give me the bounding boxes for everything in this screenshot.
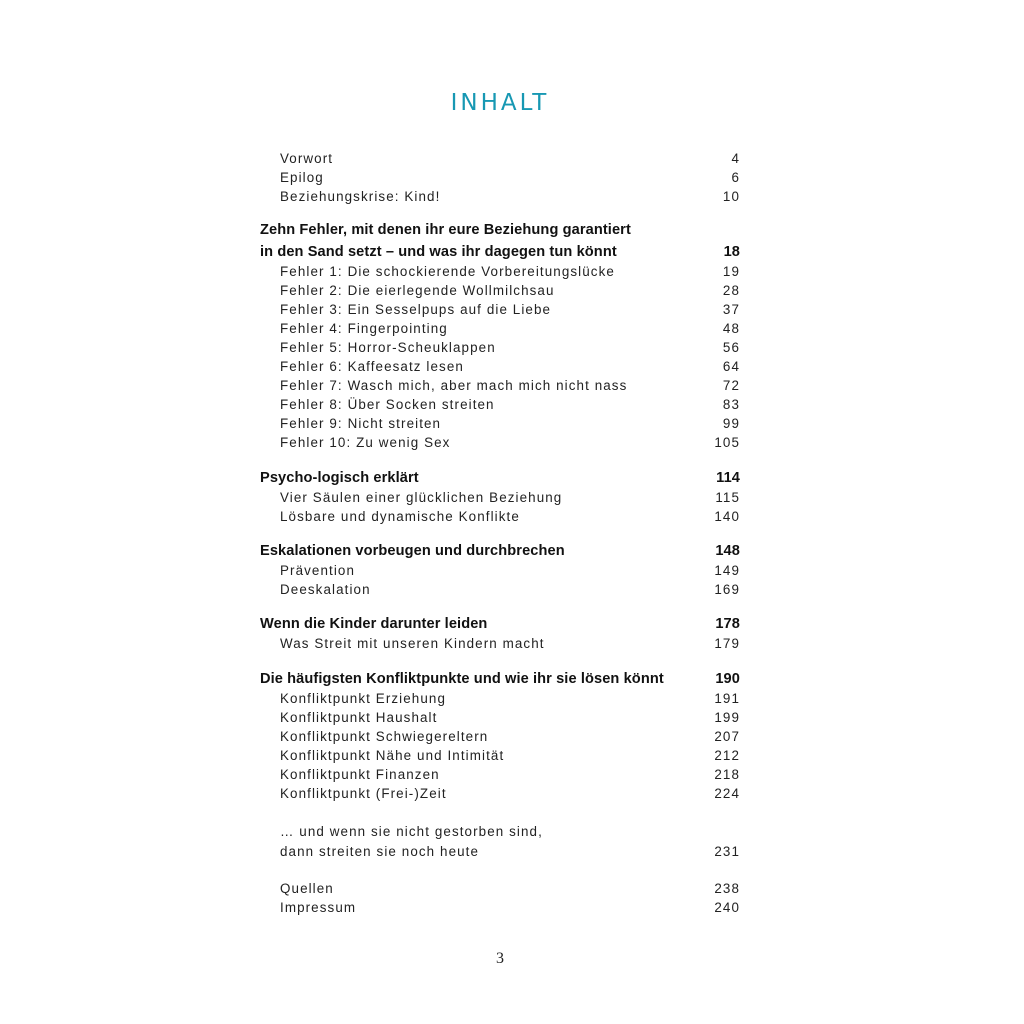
toc-entry-title: Lösbare und dynamische Konflikte xyxy=(280,509,520,524)
toc-entry-epilogue[interactable] xyxy=(260,842,740,861)
toc-entry-beziehungskrise[interactable] xyxy=(260,187,740,206)
toc-entry-title: Beziehungskrise: Kind! xyxy=(280,189,441,204)
toc-entry-page: 191 xyxy=(714,691,740,706)
toc-entry-page: 4 xyxy=(731,151,740,166)
toc-entry[interactable] xyxy=(260,507,740,526)
section-title: Wenn die Kinder darunter leiden xyxy=(260,616,488,632)
toc-entry-page: 207 xyxy=(714,729,740,744)
toc-entry-title: Konfliktpunkt Finanzen xyxy=(280,767,440,782)
toc-entry-title: Fehler 1: Die schockierende Vorbereitungslücke xyxy=(280,264,615,279)
toc-entry[interactable] xyxy=(260,281,740,300)
section-heading-4[interactable] xyxy=(260,613,740,635)
toc-entry-page: 179 xyxy=(714,636,740,651)
toc-entry-title: Fehler 5: Horror-Scheuklappen xyxy=(280,340,496,355)
toc-entry-page: 72 xyxy=(722,378,740,393)
toc-entry-page: 240 xyxy=(714,900,740,915)
toc-entry[interactable] xyxy=(260,357,740,376)
section-heading-3[interactable] xyxy=(260,540,740,562)
toc-entry-page: 105 xyxy=(714,435,740,450)
toc-entry-title: Vier Säulen einer glücklichen Beziehung xyxy=(280,490,563,505)
toc-title: INHALT xyxy=(450,90,550,116)
toc-entry-title: Konfliktpunkt Nähe und Intimität xyxy=(280,748,505,763)
toc-entry[interactable] xyxy=(260,634,740,653)
toc-entry-title: Fehler 3: Ein Sesselpups auf die Liebe xyxy=(280,302,552,317)
toc-entry-page: 212 xyxy=(714,748,740,763)
toc-entry-quellen[interactable] xyxy=(260,879,740,898)
toc-entry-page: 19 xyxy=(722,264,740,279)
page-number: 3 xyxy=(496,950,504,967)
toc-entry[interactable] xyxy=(260,561,740,580)
section-title: Psycho-logisch erklärt xyxy=(260,470,419,486)
toc-entry-title: Fehler 2: Die eierlegende Wollmilchsau xyxy=(280,283,555,298)
toc-entry-page: 56 xyxy=(722,340,740,355)
section-title: Eskalationen vorbeugen und durchbrechen xyxy=(260,543,565,559)
toc-entry[interactable] xyxy=(260,319,740,338)
toc-entry-title: Vorwort xyxy=(280,151,334,166)
toc-entry-page: 6 xyxy=(731,170,740,185)
toc-entry-title: Fehler 10: Zu wenig Sex xyxy=(280,435,451,450)
section-page: 178 xyxy=(715,616,740,632)
section-title: Die häufigsten Konfliktpunkte und wie ihr sie lösen könnt xyxy=(260,671,664,687)
toc-entry-title: Fehler 4: Fingerpointing xyxy=(280,321,448,336)
toc-entry-page: 231 xyxy=(714,844,740,859)
toc-entry-epilogue-line1[interactable] xyxy=(260,822,740,841)
toc-entry-title: Was Streit mit unseren Kindern macht xyxy=(280,636,545,651)
toc-entry[interactable] xyxy=(260,395,740,414)
toc-entry-page: 83 xyxy=(722,397,740,412)
toc-entry-page: 218 xyxy=(714,767,740,782)
toc-entry-page: 169 xyxy=(714,582,740,597)
toc-entry-page: 99 xyxy=(722,416,740,431)
section-heading-1[interactable] xyxy=(260,241,740,263)
toc-entry[interactable] xyxy=(260,765,740,784)
toc-entry-title: Deeskalation xyxy=(280,582,371,597)
section-heading-2[interactable] xyxy=(260,467,740,489)
toc-entry-page: 224 xyxy=(714,786,740,801)
toc-entry-page: 48 xyxy=(722,321,740,336)
section-page: 18 xyxy=(723,244,740,260)
section-heading-5[interactable] xyxy=(260,668,740,690)
toc-entry-title: Konfliktpunkt Erziehung xyxy=(280,691,446,706)
toc-entry-page: 37 xyxy=(722,302,740,317)
toc-entry-title: Fehler 8: Über Socken streiten xyxy=(280,397,495,412)
toc-entry-title: Impressum xyxy=(280,900,357,915)
toc-entry[interactable] xyxy=(260,488,740,507)
toc-entry[interactable] xyxy=(260,580,740,599)
toc-entry[interactable] xyxy=(260,262,740,281)
toc-entry-title: Fehler 6: Kaffeesatz lesen xyxy=(280,359,464,374)
toc-entry[interactable] xyxy=(260,784,740,803)
toc-entry[interactable] xyxy=(260,689,740,708)
toc-entry-title: Quellen xyxy=(280,881,334,896)
toc-entry[interactable] xyxy=(260,300,740,319)
toc-entry-page: 28 xyxy=(722,283,740,298)
toc-entry[interactable] xyxy=(260,414,740,433)
toc-entry-vorwort[interactable] xyxy=(260,149,740,168)
section-page: 114 xyxy=(716,470,740,486)
toc-entry-title: dann streiten sie noch heute xyxy=(280,844,480,859)
toc-entry-title: Epilog xyxy=(280,170,324,185)
section-title: in den Sand setzt – und was ihr dagegen tun könnt xyxy=(260,244,617,260)
toc-entry-page: 149 xyxy=(714,563,740,578)
toc-entry-title: Fehler 7: Wasch mich, aber mach mich nicht nass xyxy=(280,378,628,393)
toc-entry-title: Prävention xyxy=(280,563,356,578)
toc-entry-epilog[interactable] xyxy=(260,168,740,187)
toc-entry[interactable] xyxy=(260,746,740,765)
toc-entry-page: 115 xyxy=(715,490,740,505)
toc-entry-title: Konfliktpunkt Haushalt xyxy=(280,710,438,725)
toc-entry-impressum[interactable] xyxy=(260,898,740,917)
toc-entry-title: Konfliktpunkt (Frei-)Zeit xyxy=(280,786,447,801)
toc-entry[interactable] xyxy=(260,708,740,727)
toc-entry-page: 140 xyxy=(714,509,740,524)
toc-entry-page: 10 xyxy=(722,189,740,204)
toc-entry-title: Fehler 9: Nicht streiten xyxy=(280,416,442,431)
toc-entry-page: 238 xyxy=(714,881,740,896)
toc-entry[interactable] xyxy=(260,338,740,357)
section-heading-1-line1[interactable]: Zehn Fehler, mit denen ihr eure Beziehung garantiert xyxy=(260,222,631,238)
toc-entry-title: … und wenn sie nicht gestorben sind, xyxy=(280,824,543,839)
toc-entry-page: 64 xyxy=(722,359,740,374)
toc-entry[interactable] xyxy=(260,376,740,395)
toc-entry-title: Konfliktpunkt Schwiegereltern xyxy=(280,729,489,744)
toc-entry[interactable] xyxy=(260,433,740,452)
section-page: 190 xyxy=(715,671,740,687)
toc-entry-page: 199 xyxy=(714,710,740,725)
toc-entry[interactable] xyxy=(260,727,740,746)
section-page: 148 xyxy=(715,543,740,559)
